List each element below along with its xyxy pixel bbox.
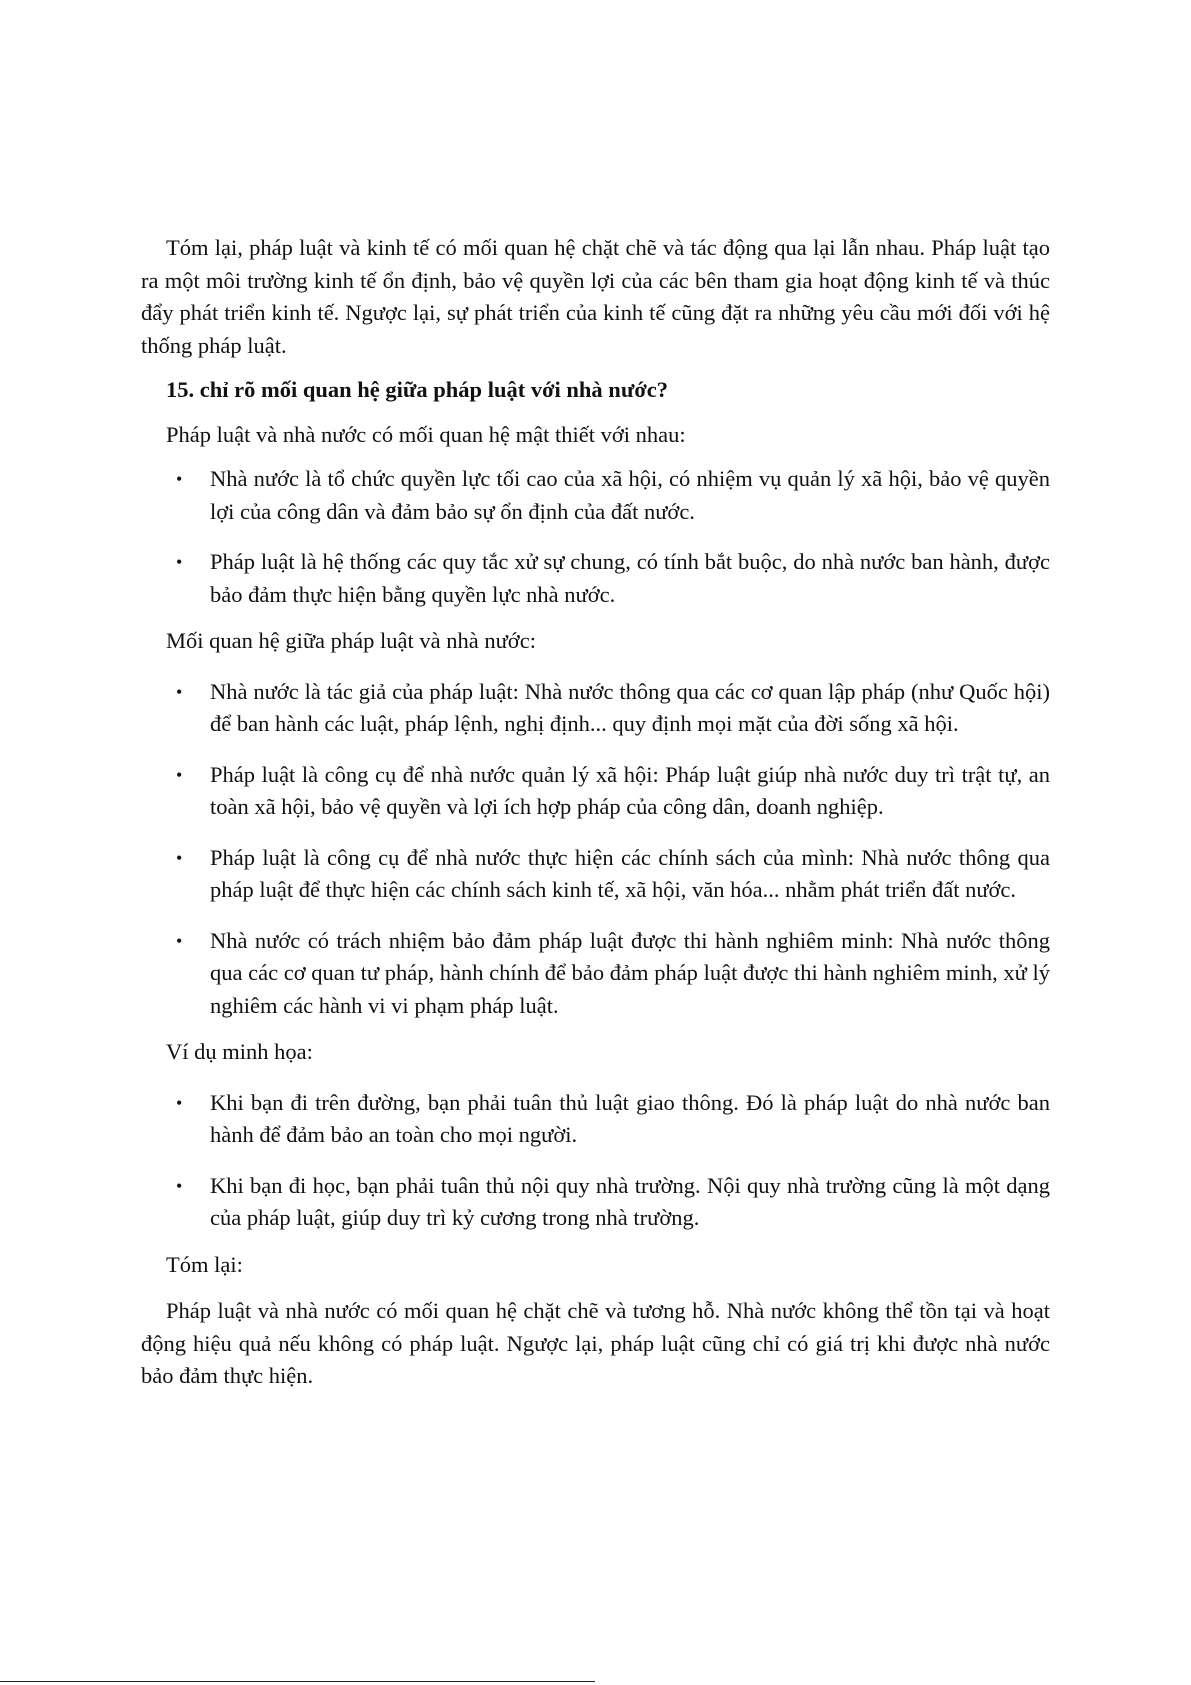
list-item-text: Nhà nước là tác giả của pháp luật: Nhà nước thông qua các cơ quan lập pháp (như Quốc hội) để ban hành các luật, pháp lệnh, nghị định... quy định mọi mặt của đời sống xã hội. <box>210 678 1050 736</box>
lead-text-1: Pháp luật và nhà nước có mối quan hệ mật thiết với nhau: <box>166 421 686 447</box>
bullet-icon: • <box>176 764 183 785</box>
list-item <box>141 842 1050 907</box>
list-item-text: Nhà nước là tổ chức quyền lực tối cao của xã hội, có nhiệm vụ quản lý xã hội, bảo vệ quyền lợi của công dân và đảm bảo sự ổn định của đất nước. <box>210 466 1050 524</box>
bullet-icon: • <box>176 681 183 702</box>
bullet-icon: • <box>176 930 183 951</box>
list-item <box>141 463 1050 528</box>
bullet-icon: • <box>176 1175 183 1196</box>
bullet-icon: • <box>176 469 183 489</box>
bullet-icon: • <box>176 552 183 572</box>
lead-text-3: Ví dụ minh họa: <box>166 1039 313 1064</box>
list-item <box>141 759 1050 824</box>
conclusion-paragraph: Pháp luật và nhà nước có mối quan hệ chặt chẽ và tương hỗ. Nhà nước không thể tồn tại và hoạt động hiệu quả nếu không có pháp luật. Ngược lại, pháp luật cũng chỉ có giá trị khi được nhà nước bảo đảm thực hiện. <box>141 1298 1050 1388</box>
bullet-icon: • <box>176 847 183 868</box>
list-item <box>141 925 1050 1023</box>
list-item-text: Pháp luật là công cụ để nhà nước quản lý xã hội: Pháp luật giúp nhà nước duy trì trật tự, an toàn xã hội, bảo vệ quyền và lợi ích hợp pháp của công dân, doanh nghiệp. <box>210 761 1050 819</box>
list-item-text: Pháp luật là công cụ để nhà nước thực hiện các chính sách của mình: Nhà nước thông qua pháp luật để thực hiện các chính sách kinh tế, xã hội, văn hóa... nhằm phát triển đất nước. <box>210 844 1050 902</box>
list-item-text: Pháp luật là hệ thống các quy tắc xử sự chung, có tính bắt buộc, do nhà nước ban hành, được bảo đảm thực hiện bằng quyền lực nhà nước. <box>210 549 1050 607</box>
examples-list <box>141 1087 1050 1235</box>
list-item <box>141 676 1050 741</box>
intro-paragraph: Tóm lại, pháp luật và kinh tế có mối quan hệ chặt chẽ và tác động qua lại lẫn nhau. Pháp luật tạo ra một môi trường kinh tế ổn định, bảo vệ quyền lợi của các bên tham gia hoạt động kinh tế và thúc đẩy phát triển kinh tế. Ngược lại, sự phát triển của kinh tế cũng đặt ra những yêu cầu mới đối với hệ thống pháp luật. <box>141 235 1050 358</box>
lead-text-2: Mối quan hệ giữa pháp luật và nhà nước: <box>166 628 536 653</box>
list-item-text: Khi bạn đi học, bạn phải tuân thủ nội quy nhà trường. Nội quy nhà trường cũng là một dạng của pháp luật, giúp duy trì kỷ cương trong nhà trường. <box>210 1172 1050 1230</box>
bullet-icon: • <box>176 1092 183 1113</box>
list-item-text: Nhà nước có trách nhiệm bảo đảm pháp luật được thi hành nghiêm minh: Nhà nước thông qua các cơ quan tư pháp, hành chính để bảo đảm pháp luật được thi hành nghiêm minh, xử lý nghiêm các hành vi vi phạm pháp luật. <box>210 927 1050 1018</box>
list-item <box>141 546 1050 611</box>
lead-text-4: Tóm lại: <box>166 1251 243 1277</box>
section-heading: 15. chỉ rõ mối quan hệ giữa pháp luật với nhà nước? <box>166 377 669 402</box>
list-item <box>141 1170 1050 1235</box>
list-item <box>141 1087 1050 1152</box>
relations-list <box>141 676 1050 1023</box>
page-content <box>141 232 1050 1393</box>
list-item-text: Khi bạn đi trên đường, bạn phải tuân thủ luật giao thông. Đó là pháp luật do nhà nước ban hành để đảm bảo an toàn cho mọi người. <box>210 1089 1050 1147</box>
definitions-list <box>141 463 1050 611</box>
footer-divider <box>0 1681 595 1682</box>
